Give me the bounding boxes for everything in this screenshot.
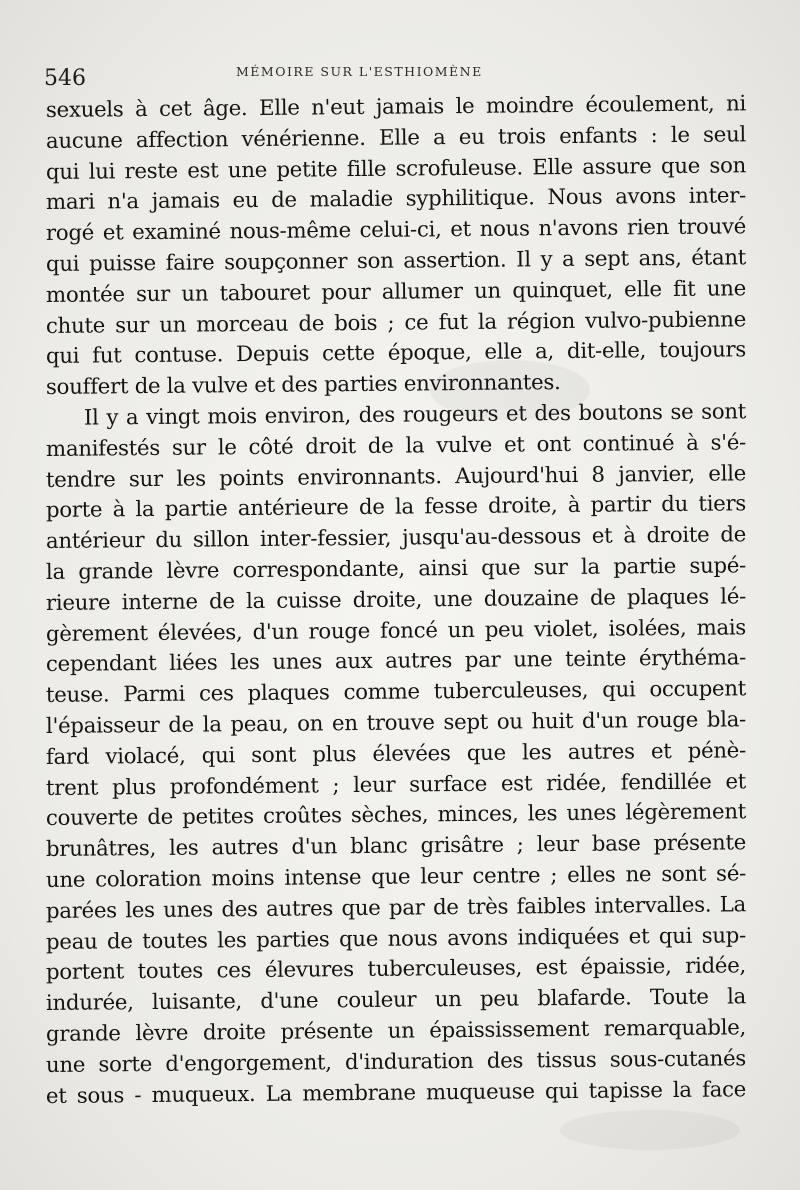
text-line: montée sur un tabouret pour allumer un quinquet, elle fit une <box>45 276 747 308</box>
page-number: 546 <box>44 66 86 91</box>
text-line: portent toutes ces élevures tuberculeuses, est épaissie, ridée, <box>45 953 747 986</box>
text-line: teuse. Parmi ces plaques comme tuberculeuses, qui occupent <box>45 676 747 709</box>
text-line: parées les unes des autres que par de très faibles intervalles. La <box>45 891 747 924</box>
text-line: fard violacé, qui sont plus élevées que les autres et pénè- <box>45 738 747 770</box>
text-line: grande lèvre droite présente un épaississement remarquable, <box>45 1015 747 1047</box>
text-line: mari n'a jamais eu de maladie syphilitique. Nous avons inter- <box>45 183 747 216</box>
text-line: chute sur un morceau de bois ; ce fut la région vulvo-pubienne <box>45 306 747 339</box>
text-line: une sorte d'engorgement, d'induration des tissus sous-cutanés <box>45 1045 747 1078</box>
text-line: Il y a vingt mois environ, des rougeurs et des boutons se sont <box>83 399 747 431</box>
text-line: peau de toutes les parties que nous avons indiquées et qui sup- <box>45 922 747 955</box>
text-line: porte à la partie antérieure de la fesse droite, à partir du tiers <box>45 491 747 524</box>
text-line: brunâtres, les autres d'un blanc grisâtre ; leur base présente <box>45 830 747 863</box>
text-line: indurée, luisante, d'une couleur un peu blafarde. Toute la <box>45 984 747 1017</box>
text-line: une coloration moins intense que leur centre ; elles ne sont sé- <box>45 861 747 893</box>
text-line: aucune affection vénérienne. Elle a eu trois enfants : le seul <box>45 122 747 154</box>
show-through-smudge <box>560 1110 740 1150</box>
text-line: antérieur du sillon inter-fessier, jusqu'au-dessous et à droite de <box>45 522 747 555</box>
text-line: sexuels à cet âge. Elle n'eut jamais le moindre écoulement, ni <box>45 91 747 123</box>
running-title: MÉMOIRE SUR L'ESTHIOMÈNE <box>236 64 483 79</box>
text-line: qui fut contuse. Depuis cette époque, elle a, dit-elle, toujours <box>45 337 747 370</box>
text-line: qui puisse faire soupçonner son assertion. Il y a sept ans, étant <box>45 245 747 277</box>
text-line: rogé et examiné nous-même celui-ci, et nous n'avons rien trouvé <box>45 214 747 247</box>
text-line: et sous - muqueux. La membrane muqueuse qui tapisse la face <box>45 1076 747 1109</box>
text-line: la grande lèvre correspondante, ainsi que sur la partie supé- <box>45 553 747 585</box>
text-line: souffert de la vulve et des parties environnantes. <box>45 370 561 401</box>
text-line: tendre sur les points environnants. Aujourd'hui 8 janvier, elle <box>45 460 747 493</box>
text-line: trent plus profondément ; leur surface est ridée, fendillée et <box>45 768 747 801</box>
text-line: qui lui reste est une petite fille scrofuleuse. Elle assure que son <box>45 152 747 185</box>
text-line: cependant liées les unes aux autres par une teinte érythéma- <box>45 645 747 678</box>
body-text <box>45 91 747 1112</box>
text-line: couverte de petites croûtes sèches, minces, les unes légèrement <box>45 799 747 832</box>
text-line: manifestés sur le côté droit de la vulve et ont continué à s'é- <box>45 430 747 462</box>
text-line: rieure interne de la cuisse droite, une douzaine de plaques lé- <box>45 584 747 616</box>
text-line: l'épaisseur de la peau, on en trouve sept ou huit d'un rouge bla- <box>45 707 747 739</box>
text-line: gèrement élevées, d'un rouge foncé un peu violet, isolées, mais <box>45 614 747 647</box>
